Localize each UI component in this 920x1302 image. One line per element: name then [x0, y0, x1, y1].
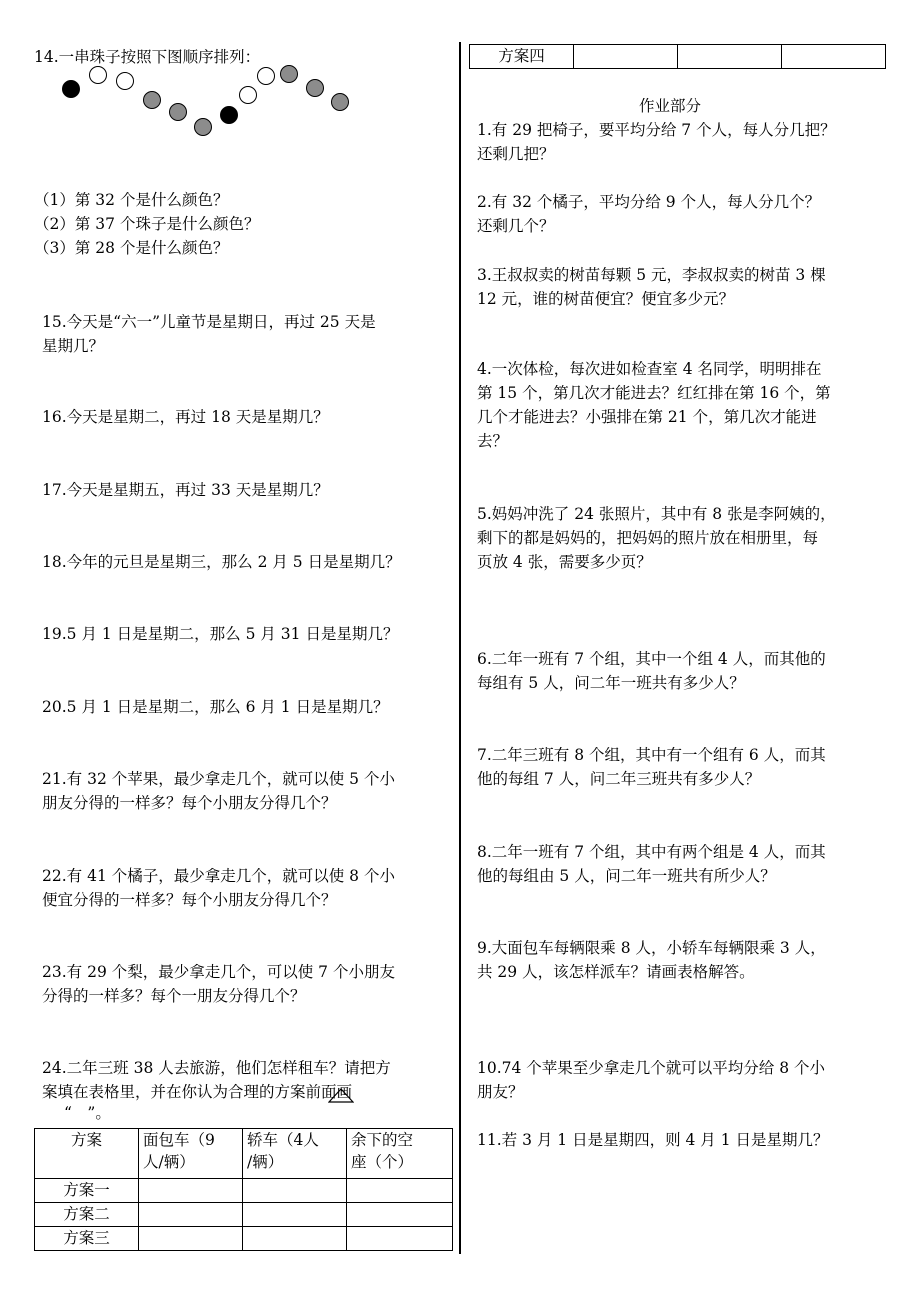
h10-line2: 朋友？: [477, 1083, 524, 1101]
q24-line3: “ ”。: [64, 1104, 111, 1122]
gray-bead: [280, 65, 298, 83]
h5-line3: 页放 4 张，需要多少页？: [477, 553, 652, 571]
q23-line1: 23.有 29 个梨，最少拿走几个，可以使 7 个小朋友: [42, 963, 395, 981]
table-header-cell: 轿车（4人 /辆）: [243, 1129, 347, 1179]
rental-table: [34, 1128, 453, 1251]
table-header-cell: 面包车（9 人/辆）: [139, 1129, 243, 1179]
table-cell[interactable]: [347, 1203, 453, 1227]
table-row-label: 方案三: [35, 1227, 139, 1251]
q18: 18.今年的元旦是星期三，那么 2 月 5 日是星期几？: [42, 553, 401, 571]
triangle-mark-icon: [328, 1087, 354, 1103]
white-bead: [257, 67, 275, 85]
rental-table-continued: [469, 44, 886, 69]
h11: 11.若 3 月 1 日是星期四，则 4 月 1 日是星期几？: [477, 1131, 829, 1149]
gray-bead: [194, 118, 212, 136]
white-bead: [89, 66, 107, 84]
h4-line2: 第 15 个，第几次才能进去？红红排在第 16 个，第: [477, 384, 831, 402]
table-header-cell: 方案: [35, 1129, 139, 1179]
h7-line1: 7.二年三班有 8 个组，其中有一个组有 6 人，而其: [477, 746, 826, 764]
table-cell[interactable]: [243, 1179, 347, 1203]
q21-line1: 21.有 32 个苹果，最少拿走几个，就可以使 5 个小: [42, 770, 395, 788]
column-divider: [459, 42, 461, 1254]
table-cell[interactable]: [139, 1203, 243, 1227]
q17: 17.今天是星期五，再过 33 天是星期几？: [42, 481, 329, 499]
h5-line2: 剩下的都是妈妈的，把妈妈的照片放在相册里，每: [477, 529, 819, 547]
q14-sub2: （2）第 37 个珠子是什么颜色？: [34, 215, 260, 233]
table-cell[interactable]: [139, 1227, 243, 1251]
q22-line1: 22.有 41 个橘子，最少拿走几个，就可以使 8 个小: [42, 867, 395, 885]
h4-line4: 去？: [477, 432, 509, 450]
table-row: [35, 1179, 453, 1203]
h1-line1: 1.有 29 把椅子，要平均分给 7 个人，每人分几把？: [477, 121, 836, 139]
q23-line2: 分得的一样多？每个一朋友分得几个？: [42, 987, 306, 1005]
h9-line2: 共 29 人，该怎样派车？请画表格解答。: [477, 963, 755, 981]
h7-line2: 他的每组 7 人，问二年三班共有多少人？: [477, 770, 761, 788]
gray-bead: [169, 103, 187, 121]
q19: 19.5 月 1 日是星期二，那么 5 月 31 日是星期几？: [42, 625, 399, 643]
table-row: [35, 1227, 453, 1251]
q24-line1: 24.二年三班 38 人去旅游，他们怎样租车？请把方: [42, 1059, 391, 1077]
table-cell[interactable]: [139, 1179, 243, 1203]
gray-bead: [143, 91, 161, 109]
h2-line1: 2.有 32 个橘子，平均分给 9 个人，每人分几个？: [477, 193, 821, 211]
h5-line1: 5.妈妈冲洗了 24 张照片，其中有 8 张是李阿姨的，: [477, 505, 836, 523]
h8-line2: 他的每组由 5 人，问二年一班共有所少人？: [477, 867, 776, 885]
h8-line1: 8.二年一班有 7 个组，其中有两个组是 4 人，而其: [477, 843, 826, 861]
h3-line2: 12 元，谁的树苗便宜？便宜多少元？: [477, 290, 735, 308]
table-cell[interactable]: [347, 1227, 453, 1251]
section-heading: 作业部分: [639, 97, 702, 115]
h9-line1: 9.大面包车每辆限乘 8 人，小轿车每辆限乘 3 人，: [477, 939, 826, 957]
white-bead: [116, 72, 134, 90]
table-row-label: 方案四: [470, 45, 574, 69]
table-cell[interactable]: [347, 1179, 453, 1203]
h10-line1: 10.74 个苹果至少拿走几个就可以平均分给 8 个小: [477, 1059, 826, 1077]
table-header-cell: 余下的空 座（个）: [347, 1129, 453, 1179]
table-row: [35, 1203, 453, 1227]
q16: 16.今天是星期二，再过 18 天是星期几？: [42, 408, 329, 426]
table-header-row: [35, 1129, 453, 1179]
q24-line2: 案填在表格里，并在你认为合理的方案前面画: [42, 1083, 353, 1101]
table-row-label: 方案二: [35, 1203, 139, 1227]
black-bead: [220, 106, 238, 124]
gray-bead: [331, 93, 349, 111]
table-cell[interactable]: [574, 45, 678, 69]
table-cell[interactable]: [243, 1203, 347, 1227]
q21-line2: 朋友分得的一样多？每个小朋友分得几个？: [42, 794, 337, 812]
table-cell[interactable]: [678, 45, 782, 69]
q14-sub1: （1）第 32 个是什么颜色？: [34, 191, 229, 209]
h1-line2: 还剩几把？: [477, 145, 555, 163]
gray-bead: [306, 79, 324, 97]
table-cell[interactable]: [243, 1227, 347, 1251]
q14-sub3: （3）第 28 个是什么颜色？: [34, 239, 229, 257]
table-row-label: 方案一: [35, 1179, 139, 1203]
q14-title: 14.一串珠子按照下图顺序排列：: [34, 48, 261, 66]
h4-line3: 几个才能进去？小强排在第 21 个，第几次才能进: [477, 408, 817, 426]
q22-line2: 便宜分得的一样多？每个小朋友分得几个？: [42, 891, 337, 909]
h3-line1: 3.王叔叔卖的树苗每颗 5 元，李叔叔卖的树苗 3 棵: [477, 266, 826, 284]
q20: 20.5 月 1 日是星期二，那么 6 月 1 日是星期几？: [42, 698, 389, 716]
black-bead: [62, 80, 80, 98]
q15-line1: 15.今天是“六一”儿童节是星期日，再过 25 天是: [42, 313, 376, 331]
h6-line1: 6.二年一班有 7 个组，其中一个组 4 人，而其他的: [477, 650, 826, 668]
h6-line2: 每组有 5 人，问二年一班共有多少人？: [477, 674, 745, 692]
white-bead: [239, 86, 257, 104]
table-cell[interactable]: [782, 45, 886, 69]
h4-line1: 4.一次体检，每次进如检查室 4 名同学，明明排在: [477, 360, 822, 378]
q15-line2: 星期几？: [42, 337, 105, 355]
h2-line2: 还剩几个？: [477, 217, 555, 235]
table-row: [470, 45, 886, 69]
